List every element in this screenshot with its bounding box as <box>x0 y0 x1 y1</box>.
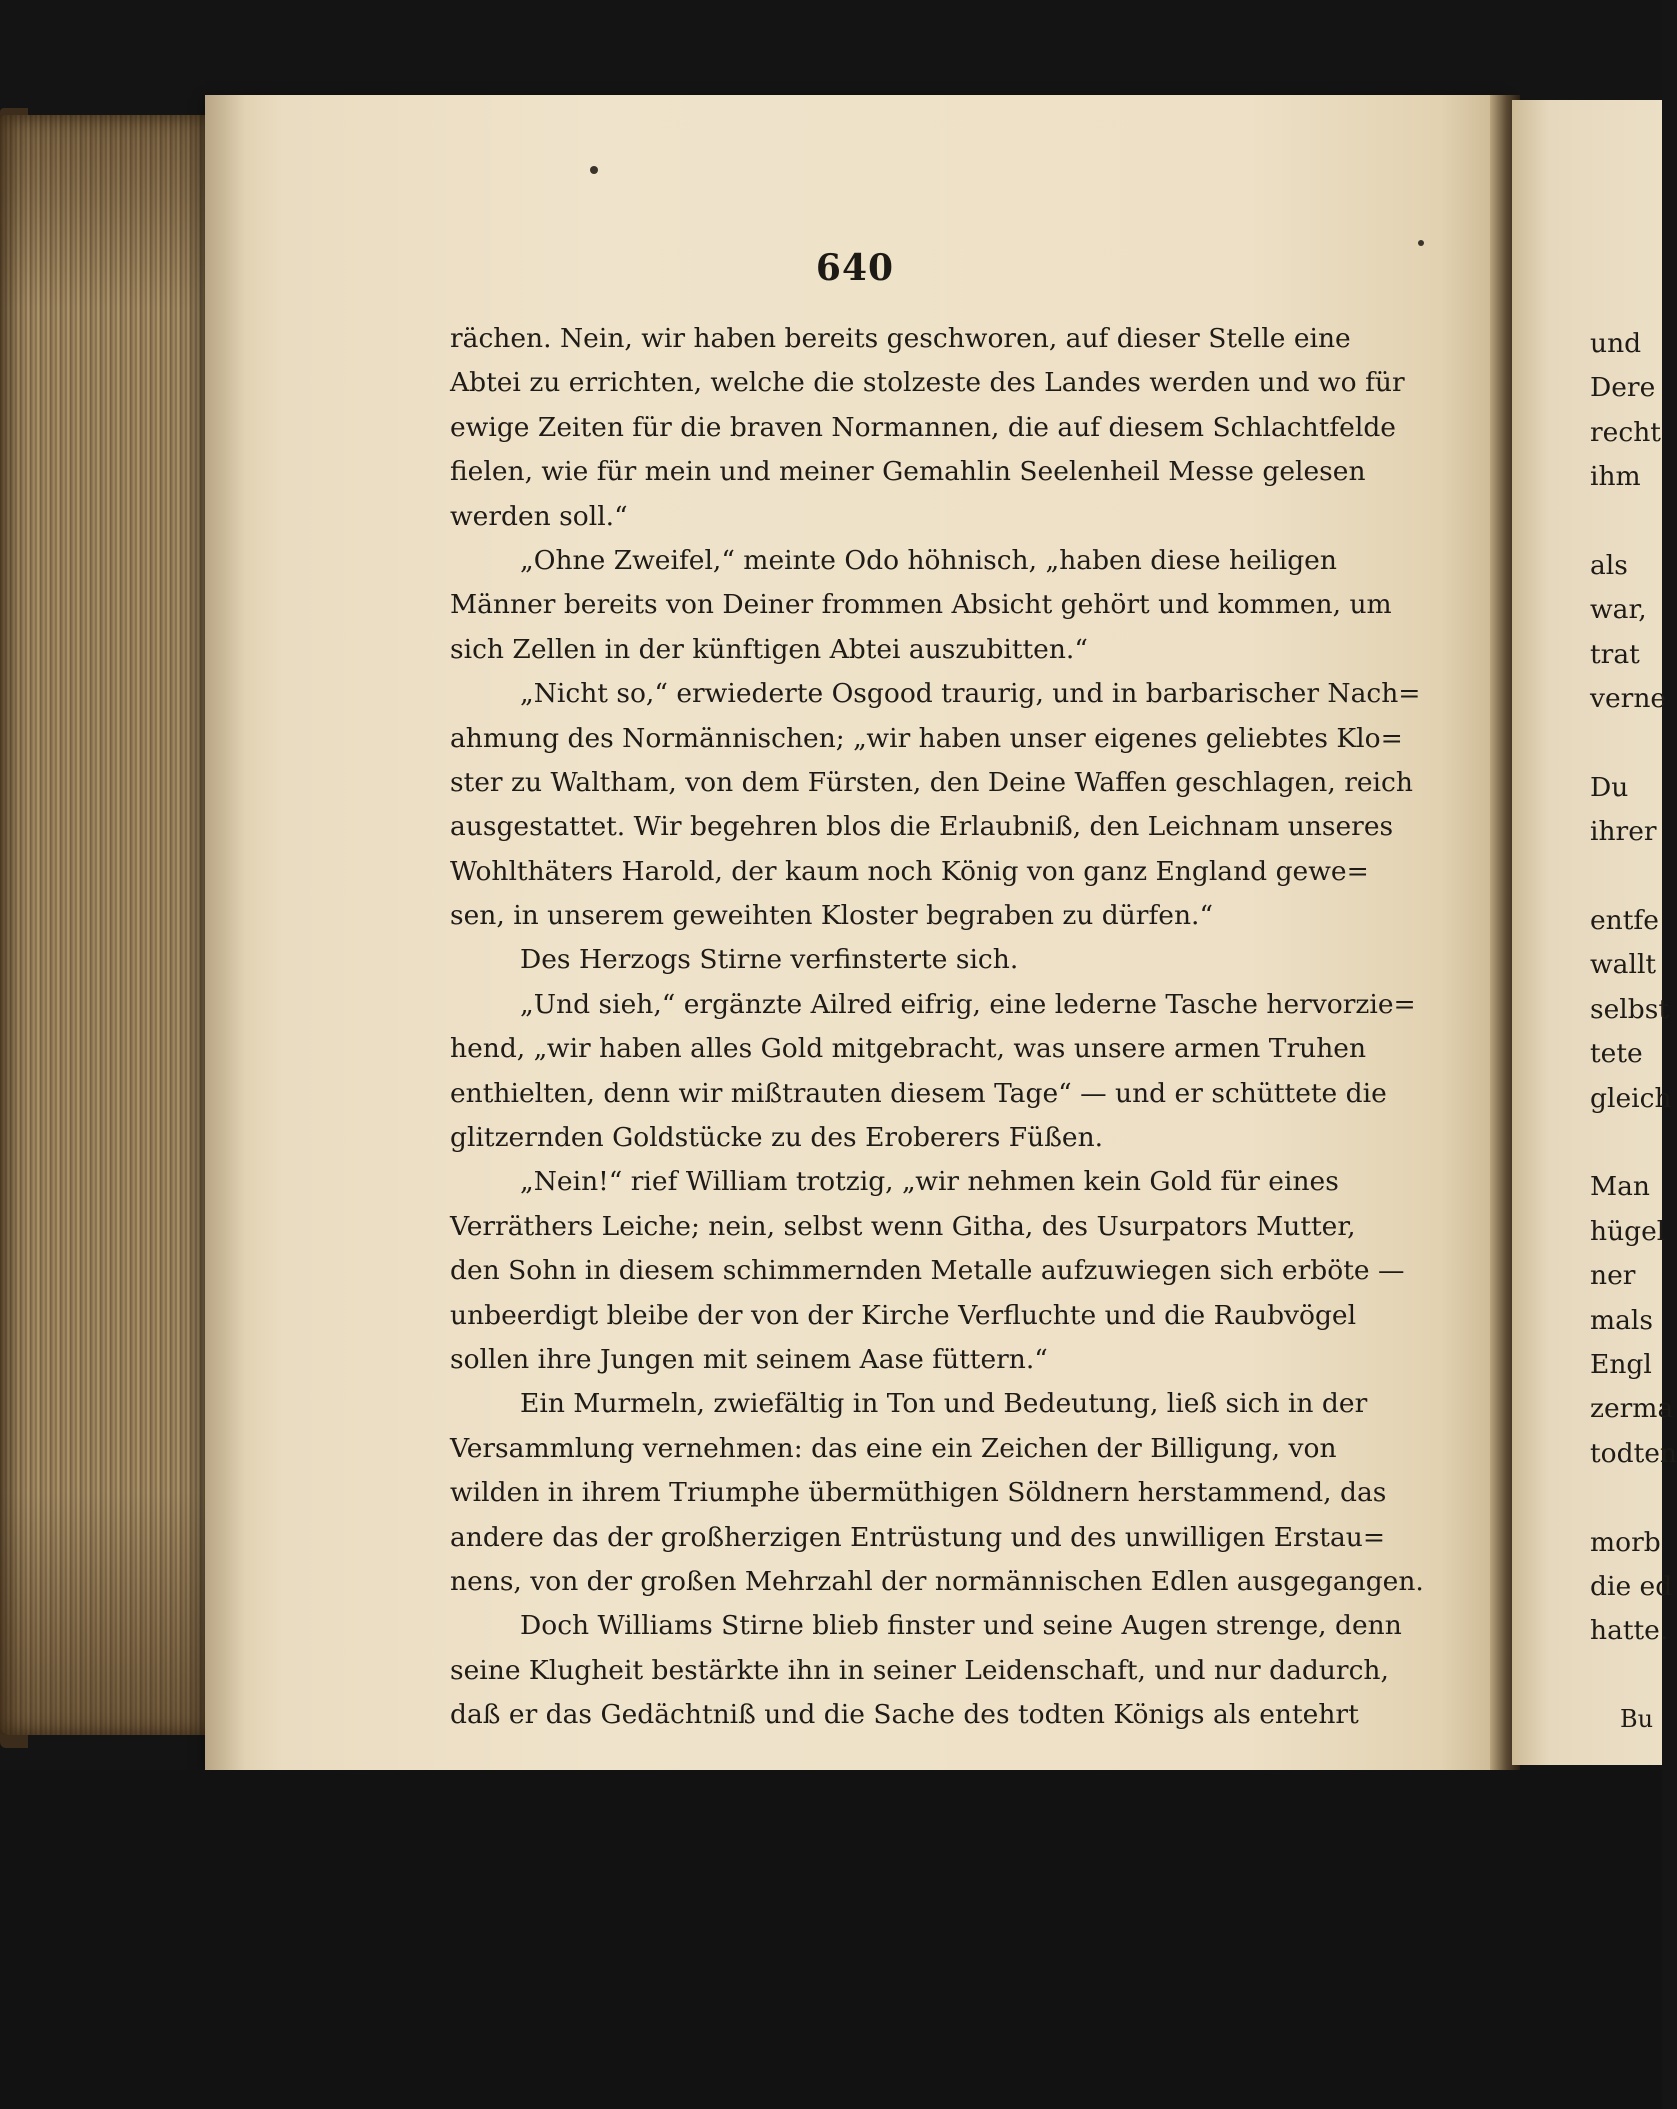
facing-line: recht <box>1590 416 1661 448</box>
facing-line: Man <box>1590 1171 1651 1203</box>
facing-line: mals <box>1590 1304 1654 1336</box>
facing-line: verne <box>1590 683 1667 715</box>
facing-line: selbst <box>1590 993 1669 1025</box>
facing-line <box>1590 500 1665 544</box>
text-line: Ein Murmeln, zwiefältig in Ton und Bedeutung, ließ sich in der <box>520 1388 1368 1420</box>
facing-line: ihrer <box>1590 816 1657 848</box>
text-line: ausgestattet. Wir begehren blos die Erlaubniß, den Leichnam unseres <box>450 811 1394 843</box>
ink-speck <box>590 166 598 174</box>
facing-line: tete <box>1590 1038 1643 1070</box>
text-line: sich Zellen in der künftigen Abtei auszubitten.“ <box>450 633 1088 665</box>
text-line: nens, von der großen Mehrzahl der normännischen Edlen ausgegangen. <box>450 1565 1424 1597</box>
text-line: seine Klugheit bestärkte ihn in seiner Leidenschaft, und nur dadurch, <box>450 1654 1389 1686</box>
page-number: 640 <box>815 247 895 289</box>
facing-page-text <box>1590 322 1677 1654</box>
facing-line: als <box>1590 549 1628 581</box>
text-line: daß er das Gedächtniß und die Sache des todten Königs als entehrt <box>450 1699 1359 1731</box>
facing-line: zerma <box>1590 1393 1674 1425</box>
facing-line: morb <box>1590 1526 1661 1558</box>
left-page <box>205 95 1505 1770</box>
facing-line <box>1590 722 1665 766</box>
text-line: enthielten, denn wir mißtrauten diesem Tage“ — und er schüttete die <box>450 1077 1387 1109</box>
page-edges <box>0 115 210 1735</box>
text-line: Männer bereits von Deiner frommen Absicht gehört und kommen, um <box>450 589 1392 621</box>
facing-line: gleich <box>1590 1082 1672 1114</box>
text-line: fielen, wie für mein und meiner Gemahlin Seelenheil Messe gelesen <box>450 456 1366 488</box>
text-line: „Und sieh,“ ergänzte Ailred eifrig, eine lederne Tasche hervorzie= <box>520 988 1416 1020</box>
text-line: glitzernden Goldstücke zu des Eroberers Füßen. <box>450 1122 1104 1154</box>
text-line: sen, in unserem geweihten Kloster begraben zu dürfen.“ <box>450 900 1214 932</box>
text-line: sollen ihre Jungen mit seinem Aase füttern.“ <box>450 1343 1048 1375</box>
facing-line <box>1590 855 1665 899</box>
text-line: Des Herzogs Stirne verfinsterte sich. <box>520 944 1019 976</box>
facing-line: und <box>1590 328 1642 359</box>
facing-line: todten <box>1590 1437 1677 1469</box>
facing-line: wallt <box>1590 949 1657 981</box>
facing-line: Dere <box>1590 372 1656 404</box>
facing-line: entfe <box>1590 905 1659 937</box>
text-line: ewige Zeiten für die braven Normannen, die auf diesem Schlachtfelde <box>450 411 1396 443</box>
facing-line: war, <box>1590 594 1647 626</box>
text-line: Abtei zu errichten, welche die stolzeste des Landes werden und wo für <box>450 367 1405 399</box>
text-line: „Nicht so,“ erwiederte Osgood traurig, und in barbarischer Nach= <box>520 678 1421 710</box>
text-line: ster zu Waltham, von dem Fürsten, den Deine Waffen geschlagen, reich <box>450 766 1413 798</box>
text-line: wilden in ihrem Triumphe übermüthigen Söldnern herstammend, das <box>450 1477 1387 1509</box>
facing-line: hügel <box>1590 1215 1666 1247</box>
text-line: Wohlthäters Harold, der kaum noch König von ganz England gewe= <box>450 855 1369 887</box>
facing-line: Engl <box>1590 1348 1652 1380</box>
ink-speck <box>1418 240 1424 246</box>
text-line: Verräthers Leiche; nein, selbst wenn Githa, des Usurpators Mutter, <box>450 1210 1356 1242</box>
scan-background <box>0 1770 1662 2109</box>
text-line: Versammlung vernehmen: das eine ein Zeichen der Billigung, von <box>450 1432 1337 1464</box>
text-line: den Sohn in diesem schimmernden Metalle aufzuwiegen sich erböte — <box>450 1255 1405 1287</box>
text-line: „Nein!“ rief William trotzig, „wir nehmen kein Gold für eines <box>520 1166 1339 1198</box>
facing-line: ihm <box>1590 461 1641 493</box>
facing-line <box>1590 1476 1665 1520</box>
body-text <box>450 317 1424 1738</box>
text-line: ahmung des Normännischen; „wir haben unser eigenes geliebtes Klo= <box>450 722 1403 754</box>
facing-line: die ed <box>1590 1570 1673 1602</box>
facing-line <box>1590 1121 1665 1165</box>
page-shadow <box>205 95 245 1770</box>
facing-line: hatte. <box>1590 1615 1669 1647</box>
text-line: hend, „wir haben alles Gold mitgebracht, was unsere armen Truhen <box>450 1033 1367 1065</box>
facing-page-footer: Bu <box>1620 1705 1654 1733</box>
text-line: Doch Williams Stirne blieb finster und seine Augen strenge, denn <box>520 1610 1402 1642</box>
text-line: rächen. Nein, wir haben bereits geschworen, auf dieser Stelle eine <box>450 323 1351 354</box>
facing-line: Du <box>1590 771 1629 803</box>
text-line: unbeerdigt bleibe der von der Kirche Verfluchte und die Raubvögel <box>450 1299 1357 1331</box>
facing-line: ner <box>1590 1260 1636 1292</box>
text-line: werden soll.“ <box>450 500 628 532</box>
facing-line: trat <box>1590 638 1640 670</box>
text-line: „Ohne Zweifel,“ meinte Odo höhnisch, „haben diese heiligen <box>520 544 1337 576</box>
text-line: andere das der großherzigen Entrüstung und des unwilligen Erstau= <box>450 1521 1386 1553</box>
